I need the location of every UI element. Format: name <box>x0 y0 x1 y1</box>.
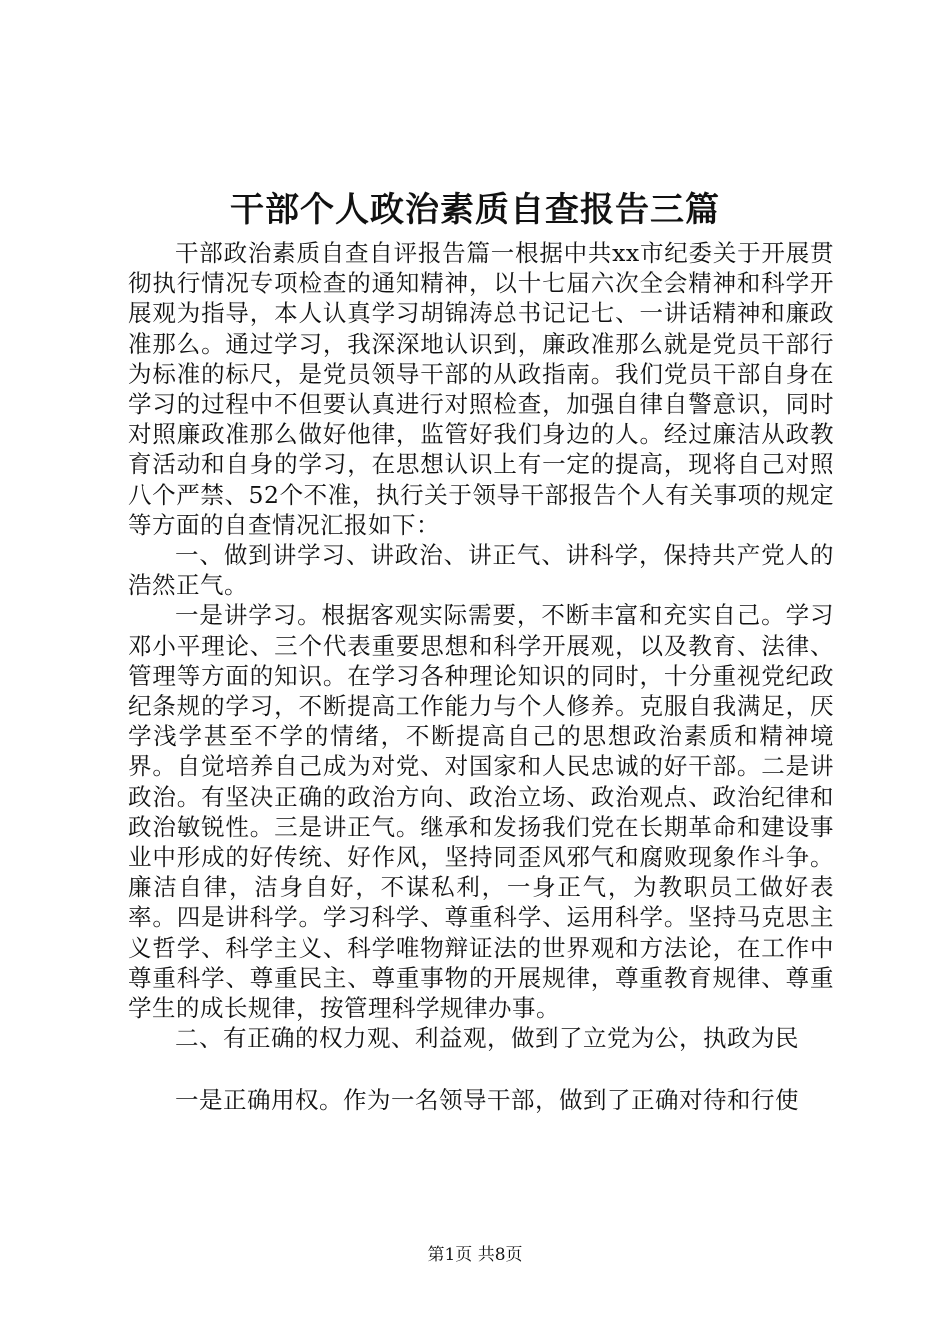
document-title: 干部个人政治素质自查报告三篇 <box>230 190 720 230</box>
paragraph-section-two-heading: 二、有正确的权力观、利益观，做到了立党为公，执政为民 <box>175 1024 799 1053</box>
page-footer: 第1页 共8页 <box>427 1245 523 1265</box>
paragraph-section-one-body: 一是讲学习。根据客观实际需要，不断丰富和充实自己。学习邓小平理论、三个代表重要思想和科学开展观，以及教育、法律、管理等方面的知识。在学习各种理论知识的同时，十分重视党纪政纪条规的学习，不断提高工作能力与个人修养。克服自我满足，厌学浅学甚至不学的情绪，不断提高自己的思想政治素质和精神境界。自觉培养自己成为对党、对国家和人民忠诚的好干部。二是讲政治。有坚决正确的政治方向、政治立场、政治观点、政治纪律和政治敏锐性。三是讲正气。继承和发扬我们党在长期革命和建设事业中形成的好传统、好作风，坚持同歪风邪气和腐败现象作斗争。廉洁自律，洁身自好，不谋私利，一身正气，为教职员工做好表率。四是讲科学。学习科学、尊重科学、运用科学。坚持马克思主义哲学、科学主义、科学唯物辩证法的世界观和方法论，在工作中尊重科学、尊重民主、尊重事物的开展规律，尊重教育规律、尊重学生的成长规律，按管理科学规律办事。 <box>128 601 834 1023</box>
document-body <box>128 238 834 1116</box>
paragraph-section-two-body: 一是正确用权。作为一名领导干部，做到了正确对待和行使 <box>175 1086 799 1115</box>
paragraph-section-one-heading: 一、做到讲学习、讲政治、讲正气、讲科学，保持共产党人的浩然正气。 <box>128 541 834 600</box>
paragraph-intro: 干部政治素质自查自评报告篇一根据中共xx市纪委关于开展贯彻执行情况专项检查的通知精神，以十七届六次全会精神和科学开展观为指导，本人认真学习胡锦涛总书记记七、一讲话精神和廉政准那么。通过学习，我深深地认识到，廉政准那么就是党员干部行为标准的标尺，是党员领导干部的从政指南。我们党员干部自身在学习的过程中不但要认真进行对照检查，加强自律自警意识，同时对照廉政准那么做好他律，监管好我们身边的人。经过廉洁从政教育活动和自身的学习，在思想认识上有一定的提高，现将自己对照八个严禁、52个不准，执行关于领导干部报告个人有关事项的规定等方面的自查情况汇报如下： <box>128 239 834 539</box>
